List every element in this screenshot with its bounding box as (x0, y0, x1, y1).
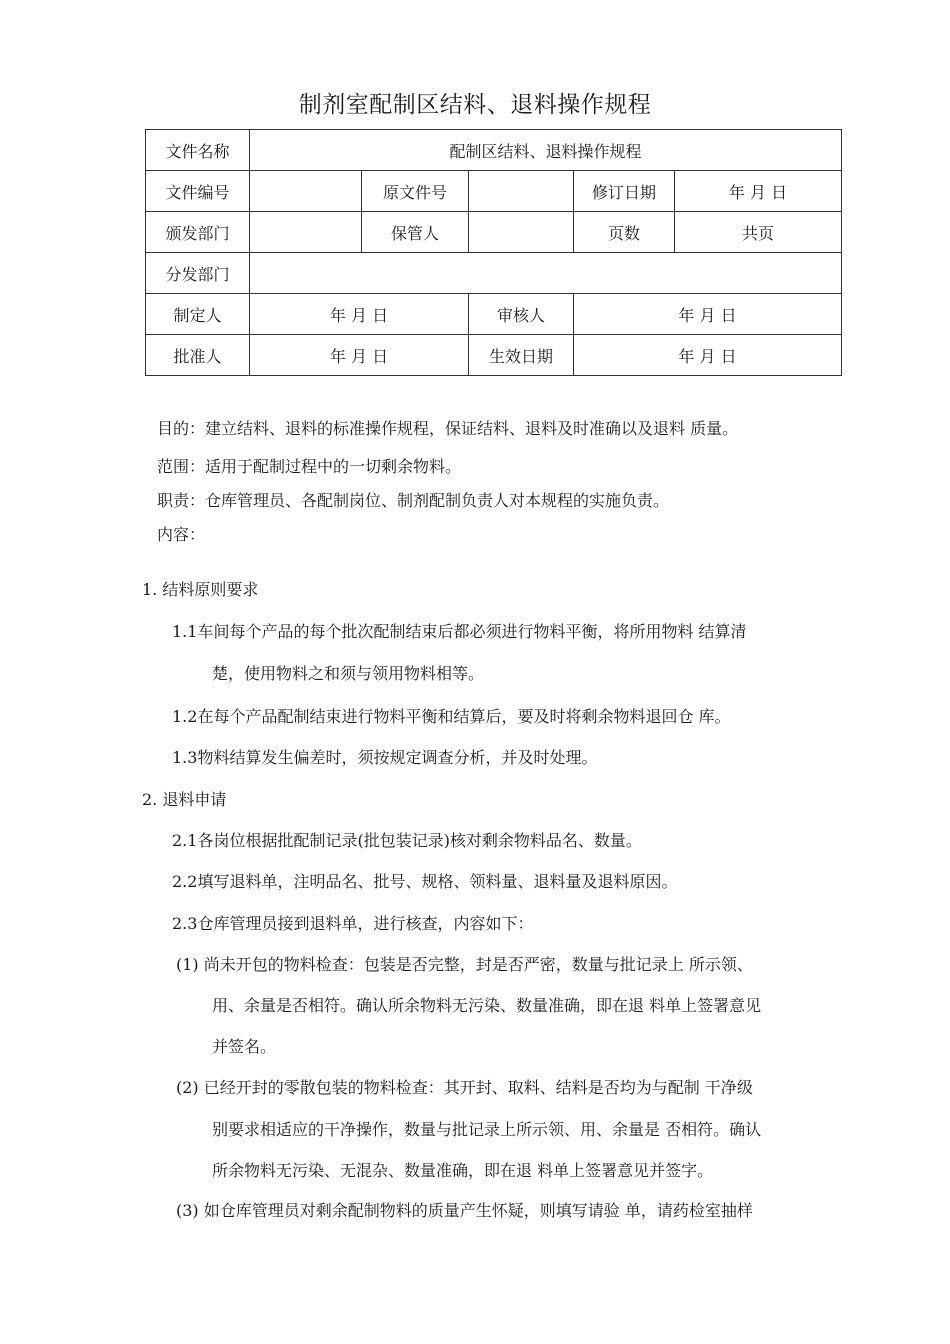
author-date: 年 月 日 (250, 294, 469, 335)
clause-2-1: 2.1各岗位根据批配制记录(批包装记录)核对剩余物料品名、数量。 (172, 831, 642, 850)
item-2-line-1: (2) 已经开封的零散包装的物料检查：其开封、取料、结料是否均为与配制 干净级 (176, 1078, 753, 1097)
reviewer-date: 年 月 日 (574, 294, 842, 335)
orig-file-no-value (469, 171, 574, 212)
table-row (146, 294, 842, 335)
keeper-value (469, 212, 574, 253)
purpose-paragraph: 目的：建立结料、退料的标准操作规程，保证结料、退料及时准确以及退料 质量。 (157, 419, 739, 438)
item-1-line-1: (1) 尚未开包的物料检查：包装是否完整，封是否严密，数量与批记录上 所示领、 (176, 955, 753, 974)
issue-dept-label: 颁发部门 (146, 212, 250, 253)
item-1-line-2: 用、余量是否相符。确认所余物料无污染、数量准确，即在退 料单上签署意见 (212, 996, 762, 1015)
duty-paragraph: 职责：仓库管理员、各配制岗位、制剂配制负责人对本规程的实施负责。 (157, 491, 670, 510)
content-heading: 内容： (157, 525, 206, 544)
reviewer-label: 审核人 (469, 294, 574, 335)
effective-date-value: 年 月 日 (574, 335, 842, 376)
document-info-table (145, 129, 842, 376)
issue-dept-value (250, 212, 362, 253)
dist-dept-label: 分发部门 (146, 253, 250, 294)
file-name-value: 配制区结料、退料操作规程 (250, 130, 842, 171)
table-row (146, 212, 842, 253)
clause-2-2: 2.2填写退料单，注明品名、批号、规格、领料量、退料量及退料原因。 (172, 872, 678, 891)
table-row (146, 253, 842, 294)
table-row (146, 130, 842, 171)
file-name-label: 文件名称 (146, 130, 250, 171)
revision-date-value: 年 月 日 (675, 171, 842, 212)
section-2-heading: 2. 退料申请 (142, 790, 227, 809)
scope-paragraph: 范围：适用于配制过程中的一切剩余物料。 (157, 457, 462, 476)
approver-date: 年 月 日 (250, 335, 469, 376)
clause-1-2: 1.2在每个产品配制结束进行物料平衡和结算后，要及时将剩余物料退回仓 库。 (172, 707, 731, 726)
clause-1-1-line-1: 1.1车间每个产品的每个批次配制结束后都必须进行物料平衡，将所用物料 结算清 (172, 622, 747, 641)
clause-2-3: 2.3仓库管理员接到退料单，进行核查，内容如下： (172, 914, 534, 933)
file-no-value (250, 171, 362, 212)
effective-date-label: 生效日期 (469, 335, 574, 376)
orig-file-no-label: 原文件号 (362, 171, 469, 212)
item-1-line-3: 并签名。 (212, 1037, 277, 1056)
section-1-heading: 1. 结料原则要求 (142, 580, 259, 599)
item-2-line-2: 别要求相适应的干净操作，数量与批记录上所示领、用、余量是 否相符。确认 (212, 1120, 762, 1139)
keeper-label: 保管人 (362, 212, 469, 253)
file-no-label: 文件编号 (146, 171, 250, 212)
clause-1-3: 1.3物料结算发生偏差时，须按规定调查分析，并及时处理。 (172, 748, 598, 767)
table-row (146, 335, 842, 376)
author-label: 制定人 (146, 294, 250, 335)
revision-date-label: 修订日期 (574, 171, 675, 212)
item-3-line-1: (3) 如仓库管理员对剩余配制物料的质量产生怀疑，则填写请验 单，请药检室抽样 (176, 1201, 753, 1220)
pages-label: 页数 (574, 212, 675, 253)
dist-dept-value (250, 253, 842, 294)
approver-label: 批准人 (146, 335, 250, 376)
item-2-line-3: 所余物料无污染、无混杂、数量准确，即在退 料单上签署意见并签字。 (212, 1161, 714, 1180)
table-row (146, 171, 842, 212)
pages-value: 共页 (675, 212, 842, 253)
document-title: 制剂室配制区结料、退料操作规程 (298, 92, 652, 118)
clause-1-1-line-2: 楚，使用物料之和须与领用物料相等。 (212, 664, 485, 683)
